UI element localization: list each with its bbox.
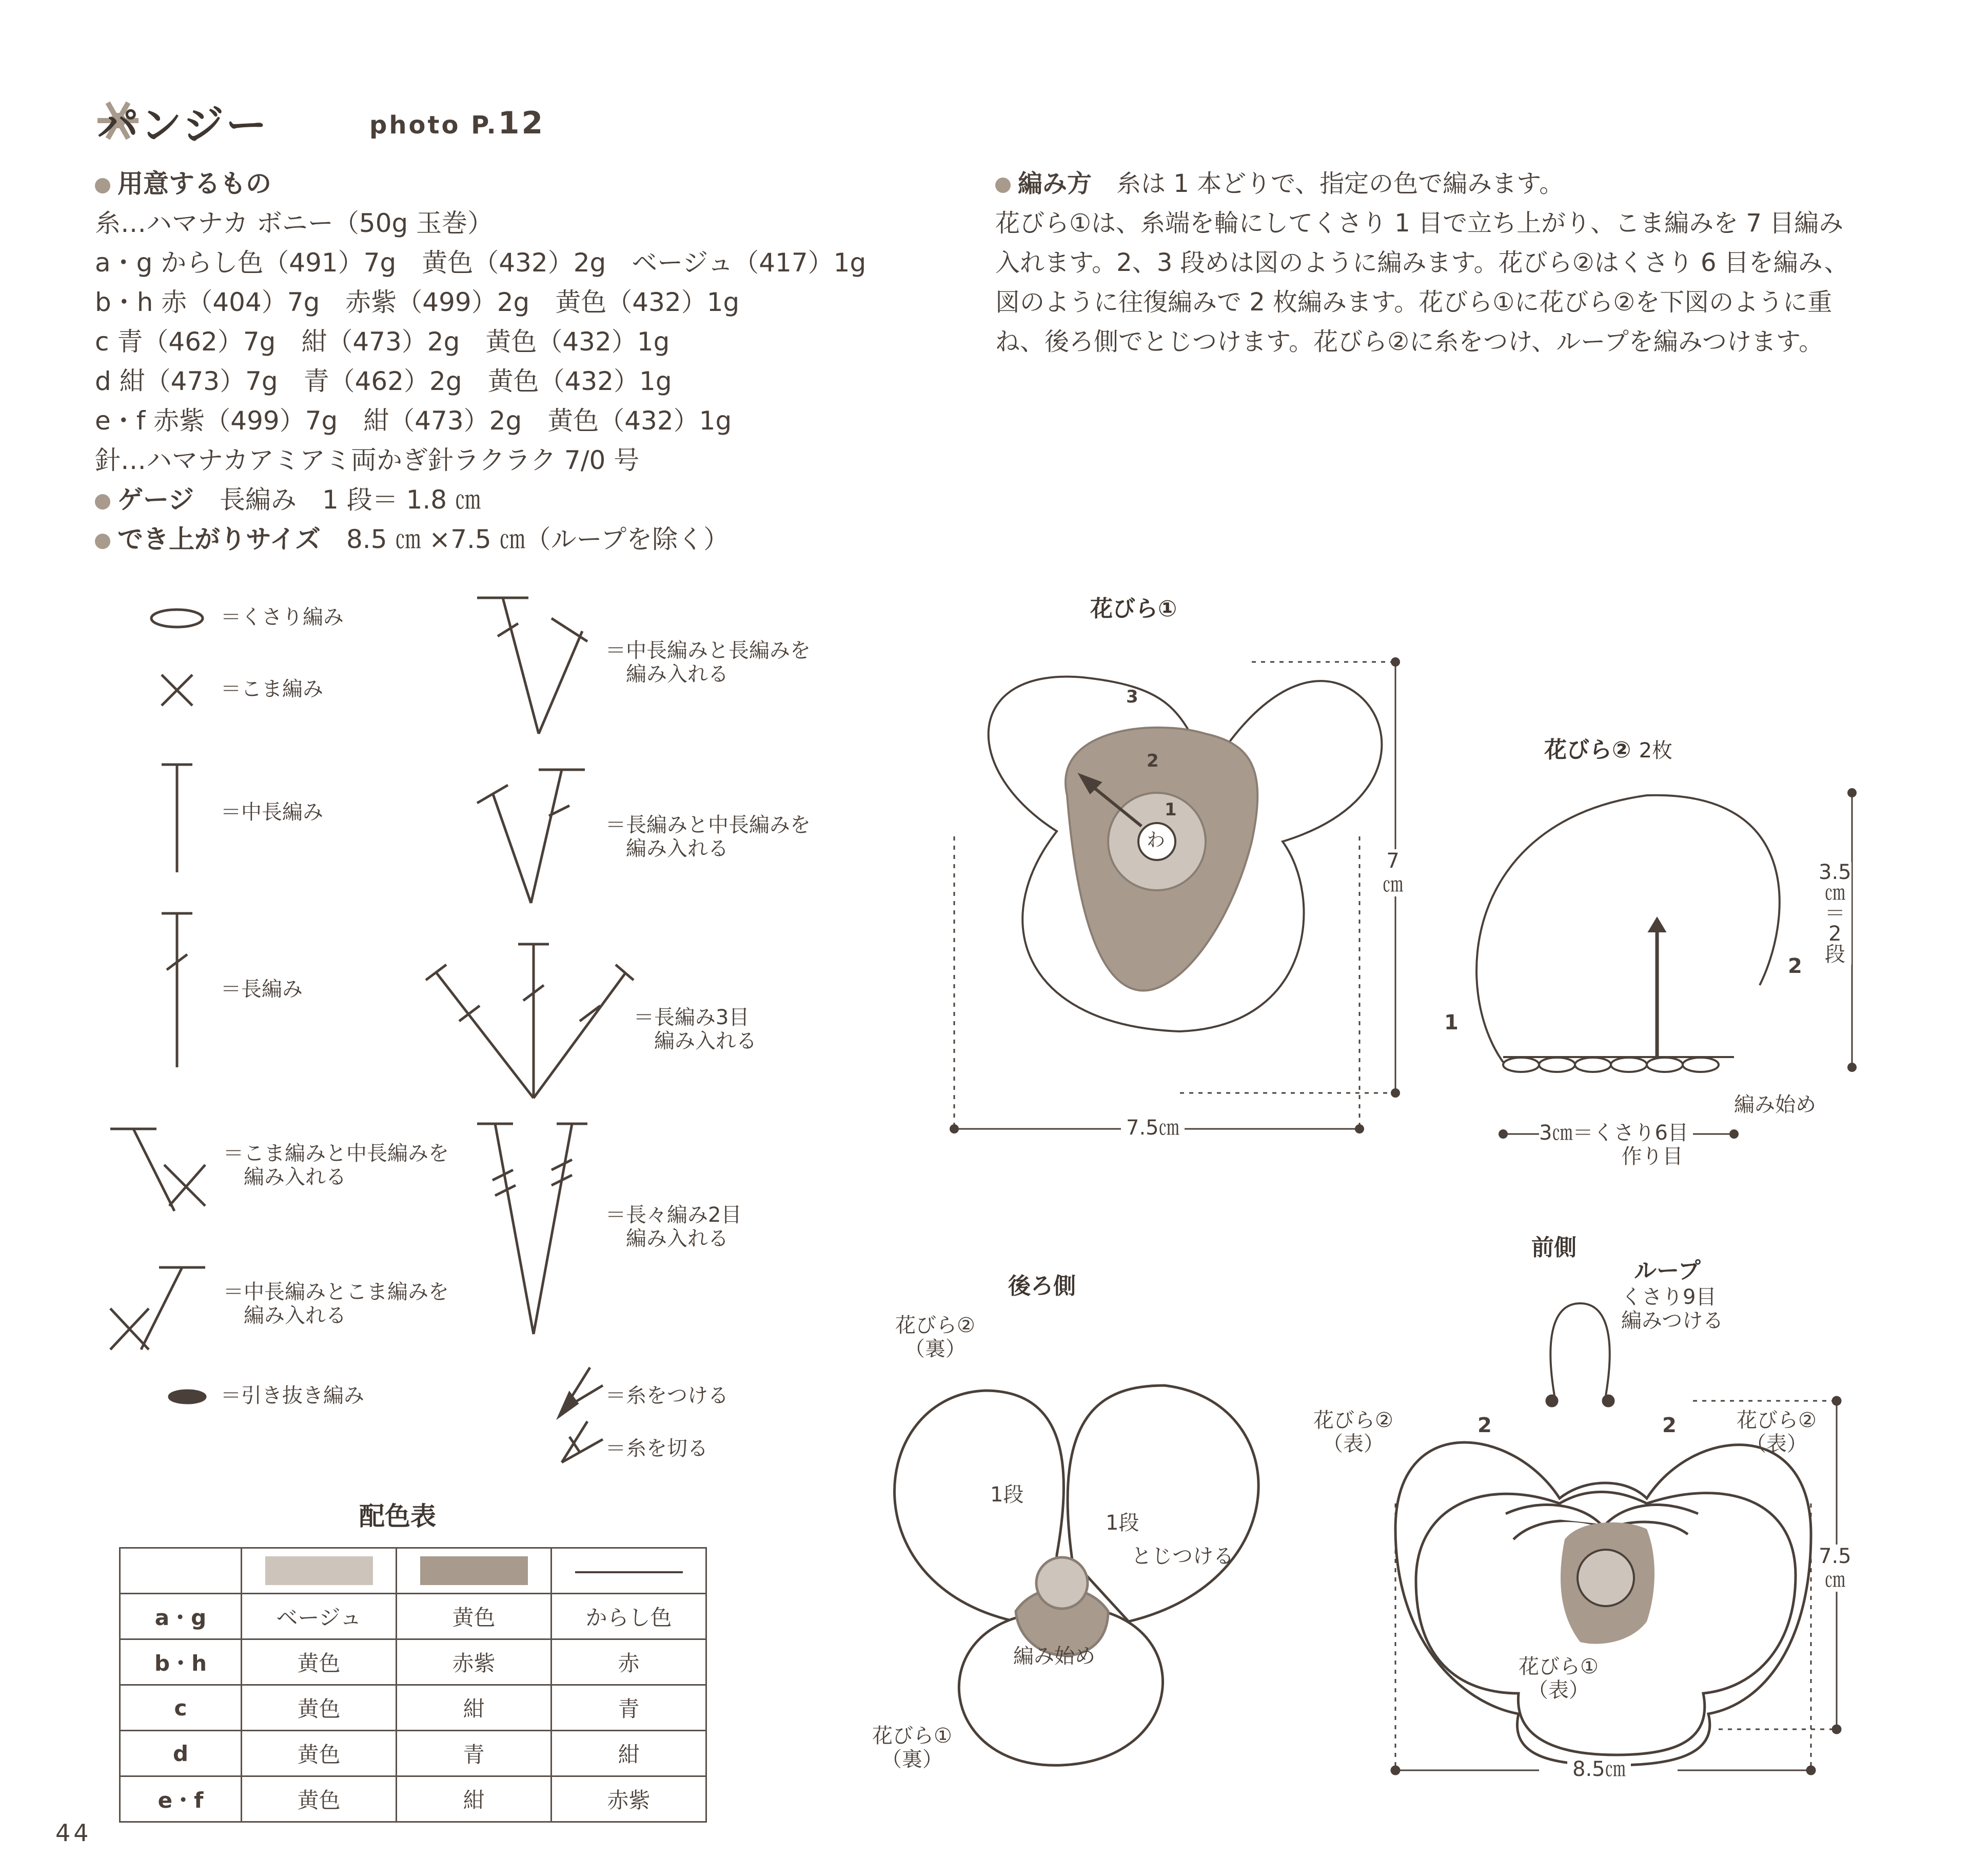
front-view-diagram xyxy=(1392,1303,1840,1774)
color-table-title: 配色表 xyxy=(359,1501,436,1531)
petal1-round3: 3 xyxy=(1126,687,1138,707)
front-view-title: 前側 xyxy=(1531,1235,1577,1261)
dc-symbol xyxy=(162,913,192,1067)
gauge-value: 長編み 1 段＝ 1.8 ㎝ xyxy=(220,485,481,515)
hdc-symbol xyxy=(162,765,192,872)
page-number: 44 xyxy=(55,1819,92,1847)
back-view-diagram xyxy=(895,1385,1259,1765)
front-petal2-right: 花びら② （表） xyxy=(1737,1409,1817,1456)
legend-chain: ＝くさり編み xyxy=(221,605,344,629)
materials-section xyxy=(95,164,866,559)
back-petal2-label: 花びら② （裏） xyxy=(895,1314,975,1361)
legend-hdc-sc: ＝中長編みとこま編みを 編み入れる xyxy=(223,1280,449,1327)
gauge-heading: ゲージ xyxy=(117,485,194,515)
legend-dc3: ＝長編み3目 編み入れる xyxy=(634,1006,757,1053)
front-petal1-label: 花びら① （表） xyxy=(1519,1655,1599,1702)
yarn-line: 糸…ハマナカ ボニー（50g 玉巻） xyxy=(95,208,494,238)
variant-bh: b・h 赤（404）7g 赤紫（499）2g 黄色（432）1g xyxy=(95,287,740,317)
legend-dc-hdc: ＝長編みと中長編みを 編み入れる xyxy=(605,813,811,861)
dc3-symbol xyxy=(426,944,634,1098)
petal2-row1: 1 xyxy=(1444,1011,1459,1034)
petal2-row2: 2 xyxy=(1788,954,1802,978)
loop-description: くさり9目 編みつける xyxy=(1621,1285,1724,1333)
method-body: 花びら①は、糸端を輪にしてくさり 1 目で立ち上がり、こま編みを 7 目編み入れます。2、3 段めは図のように編みます。花びら②はくさり 6 目を編み、図のように往復編みで 2 枚編みます。花びら①に花びら②を下図のように重ね、後ろ側でとじつけます。花びら②に糸をつけ、ループを編みつけます。 xyxy=(995,209,1849,356)
size-heading: でき上がりサイズ xyxy=(117,524,321,554)
petal2-base: 3㎝＝くさり6目 作り目 xyxy=(1539,1121,1688,1168)
petal2-start: 編み始め xyxy=(1734,1093,1816,1117)
variant-c: c 青（462）7g 紺（473）2g 黄色（432）1g xyxy=(95,327,670,357)
method-heading: 編み方 xyxy=(1018,169,1092,198)
table-row: a・g ベージュ 黄色 からし色 xyxy=(120,1594,706,1639)
petal2-title: 花びら② 2枚 xyxy=(1544,737,1673,763)
front-height: 7.5 ㎝ xyxy=(1819,1545,1851,1592)
photo-reference: photo P.12 xyxy=(369,105,545,141)
legend-hdc: ＝中長編み xyxy=(221,800,323,824)
table-row: b・h 黄色 赤紫 赤 xyxy=(120,1639,706,1685)
petal1-center-label: わ xyxy=(1147,830,1166,851)
method-section xyxy=(995,164,1867,362)
hdc-dc-symbol xyxy=(477,598,587,734)
swatch-beige xyxy=(265,1556,373,1585)
needle-line: 針…ハマナカアミアミ両かぎ針ラクラク 7/0 号 xyxy=(95,445,640,475)
tr2-symbol xyxy=(477,1124,587,1334)
loop-title: ループ xyxy=(1634,1258,1701,1284)
chain-symbol xyxy=(151,610,203,627)
slip-symbol xyxy=(169,1391,205,1403)
sc-hdc-symbol xyxy=(110,1129,205,1211)
legend-sc: ＝こま編み xyxy=(221,677,323,701)
swatch-line xyxy=(575,1571,683,1573)
front-petal2-left: 花びら② （表） xyxy=(1313,1409,1393,1456)
page-title: パンジー xyxy=(97,102,269,149)
back-round1b: 1段 xyxy=(1106,1511,1139,1535)
legend-join: ＝糸をつける xyxy=(605,1384,728,1408)
petal1-diagram xyxy=(951,658,1399,1132)
legend-tr2: ＝長々編み2目 編み入れる xyxy=(605,1203,742,1250)
materials-heading: 用意するもの xyxy=(117,169,271,199)
petal2-height: 3.5 ㎝ ＝ 2 段 xyxy=(1819,861,1851,966)
swatch-main xyxy=(420,1556,528,1585)
petal1-width: 7.5㎝ xyxy=(1121,1116,1185,1140)
symbol-glyphs xyxy=(110,598,634,1462)
table-row: e・f 黄色 紺 赤紫 xyxy=(120,1776,706,1822)
back-view-title: 後ろ側 xyxy=(1008,1273,1076,1299)
front-width: 8.5㎝ xyxy=(1567,1757,1631,1781)
legend-cut: ＝糸を切る xyxy=(605,1437,708,1460)
table-row: c 黄色 紺 青 xyxy=(120,1685,706,1731)
legend-hdc-dc: ＝中長編みと長編みを 編み入れる xyxy=(605,639,811,686)
front-row2-right: 2 xyxy=(1662,1414,1677,1437)
hdc-sc-symbol xyxy=(110,1267,205,1350)
legend-sc-hdc: ＝こま編みと中長編みを 編み入れる xyxy=(223,1142,449,1189)
table-header-row xyxy=(120,1548,706,1594)
variant-d: d 紺（473）7g 青（462）2g 黄色（432）1g xyxy=(95,366,672,396)
sc-symbol xyxy=(162,675,192,706)
cut-symbol xyxy=(562,1421,603,1462)
back-sew: とじつける xyxy=(1131,1545,1234,1568)
variant-ag: a・g からし色（491）7g 黄色（432）2g ベージュ（417）1g xyxy=(95,248,866,278)
back-petal1-label: 花びら① （裏） xyxy=(872,1724,952,1771)
petal1-height: 7 ㎝ xyxy=(1383,849,1403,896)
legend-dc: ＝長編み xyxy=(221,978,303,1001)
back-round1a: 1段 xyxy=(990,1483,1024,1507)
join-symbol xyxy=(559,1367,603,1416)
petal1-title: 花びら① xyxy=(1090,596,1177,622)
method-intro: 糸は 1 本どりで、指定の色で編みます。 xyxy=(1116,169,1564,198)
size-value: 8.5 ㎝ ×7.5 ㎝（ループを除く） xyxy=(346,524,730,554)
table-row: d 黄色 青 紺 xyxy=(120,1731,706,1776)
petal1-round1: 1 xyxy=(1165,799,1177,820)
petal1-round2: 2 xyxy=(1147,751,1159,771)
front-row2-left: 2 xyxy=(1478,1414,1492,1437)
back-start: 編み始め xyxy=(1013,1645,1095,1668)
variant-ef: e・f 赤紫（499）7g 紺（473）2g 黄色（432）1g xyxy=(95,406,732,436)
legend-slip: ＝引き抜き編み xyxy=(221,1384,364,1408)
dc-hdc-symbol xyxy=(477,770,585,903)
color-table xyxy=(119,1547,707,1823)
